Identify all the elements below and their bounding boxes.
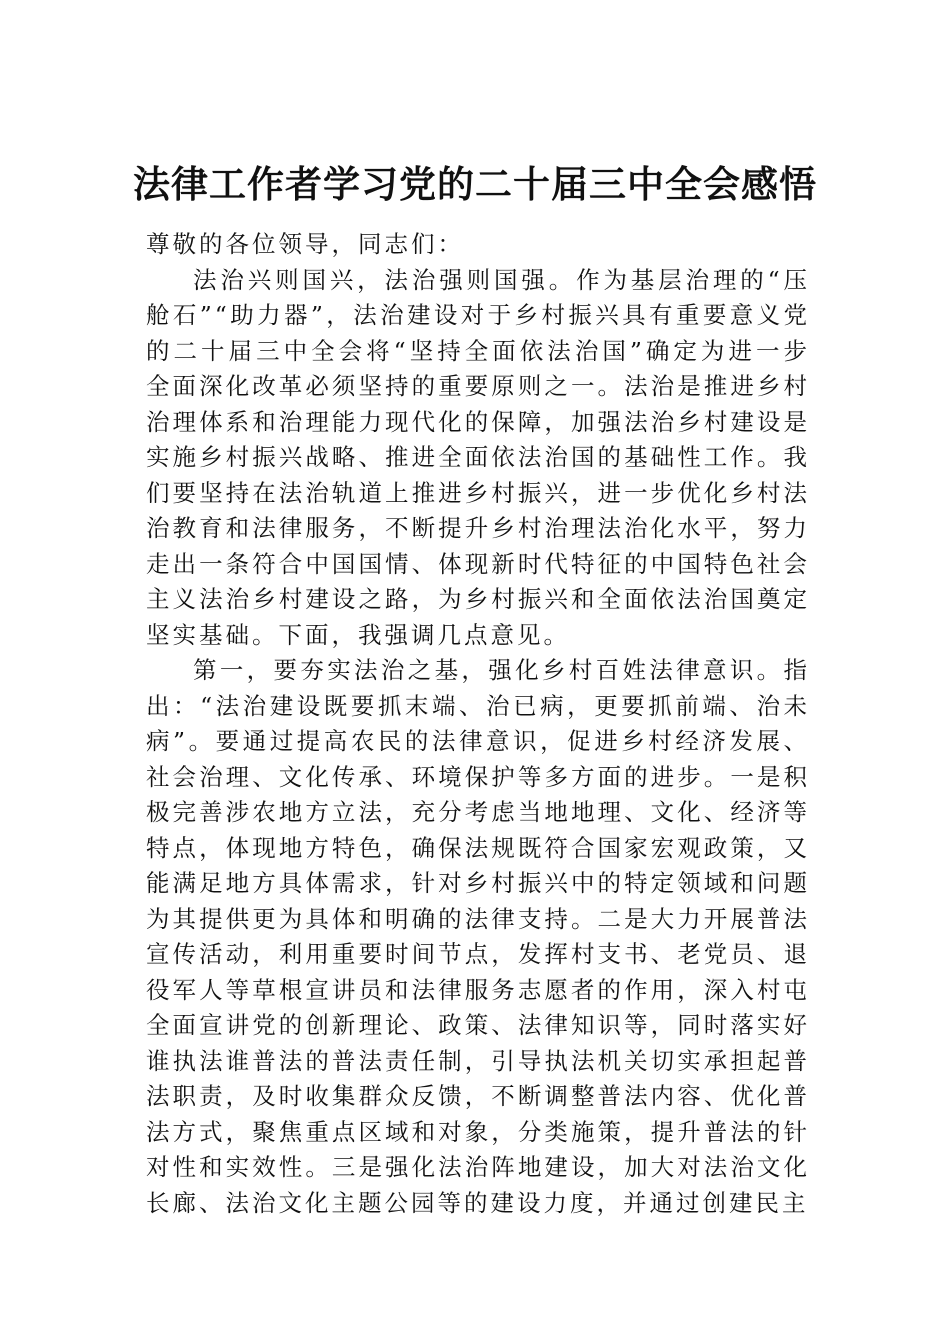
- document-title: 法律工作者学习党的二十届三中全会感悟: [133, 162, 817, 206]
- document-body: [146, 227, 810, 1221]
- paragraph-first-point: 第一，要夯实法治之基，强化乡村百姓法律意识。指出：“法治建设既要抓末端、治已病，更要抓前端、治未病”。要通过提高农民的法律意识，促进乡村经济发展、社会治理、文化传承、环境保护等多方面的进步。一是积极完善涉农地方立法，充分考虑当地地理、文化、经济等特点，体现地方特色，确保法规既符合国家宏观政策，又能满足地方具体需求，针对乡村振兴中的特定领域和问题为其提供更为具体和明确的法律支持。二是大力开展普法宣传活动，利用重要时间节点，发挥村支书、老党员、退役军人等草根宣讲员和法律服务志愿者的作用，深入村屯全面宣讲党的创新理论、政策、法律知识等，同时落实好谁执法谁普法的普法责任制，引导执法机关切实承担起普法职责，及时收集群众反馈，不断调整普法内容、优化普法方式，聚焦重点区域和对象，分类施策，提升普法的针对性和实效性。三是强化法治阵地建设，加大对法治文化长廊、法治文化主题公园等的建设力度，并通过创建民主: [146, 656, 810, 1217]
- salutation: 尊敬的各位领导，同志们：: [146, 230, 464, 258]
- paragraph-intro: 法治兴则国兴，法治强则国强。作为基层治理的“压舱石”“助力器”，法治建设对于乡村振兴具有重要意义党的二十届三中全会将“坚持全面依法治国”确定为进一步全面深化改革必须坚持的重要原则之一。法治是推进乡村治理体系和治理能力现代化的保障，加强法治乡村建设是实施乡村振兴战略、推进全面依法治国的基础性工作。我们要坚持在法治轨道上推进乡村振兴，进一步优化乡村法治教育和法律服务，不断提升乡村治理法治化水平，努力走出一条符合中国国情、体现新时代特征的中国特色社会主义法治乡村建设之路，为乡村振兴和全面依法治国奠定坚实基础。下面，我强调几点意见。: [146, 265, 810, 649]
